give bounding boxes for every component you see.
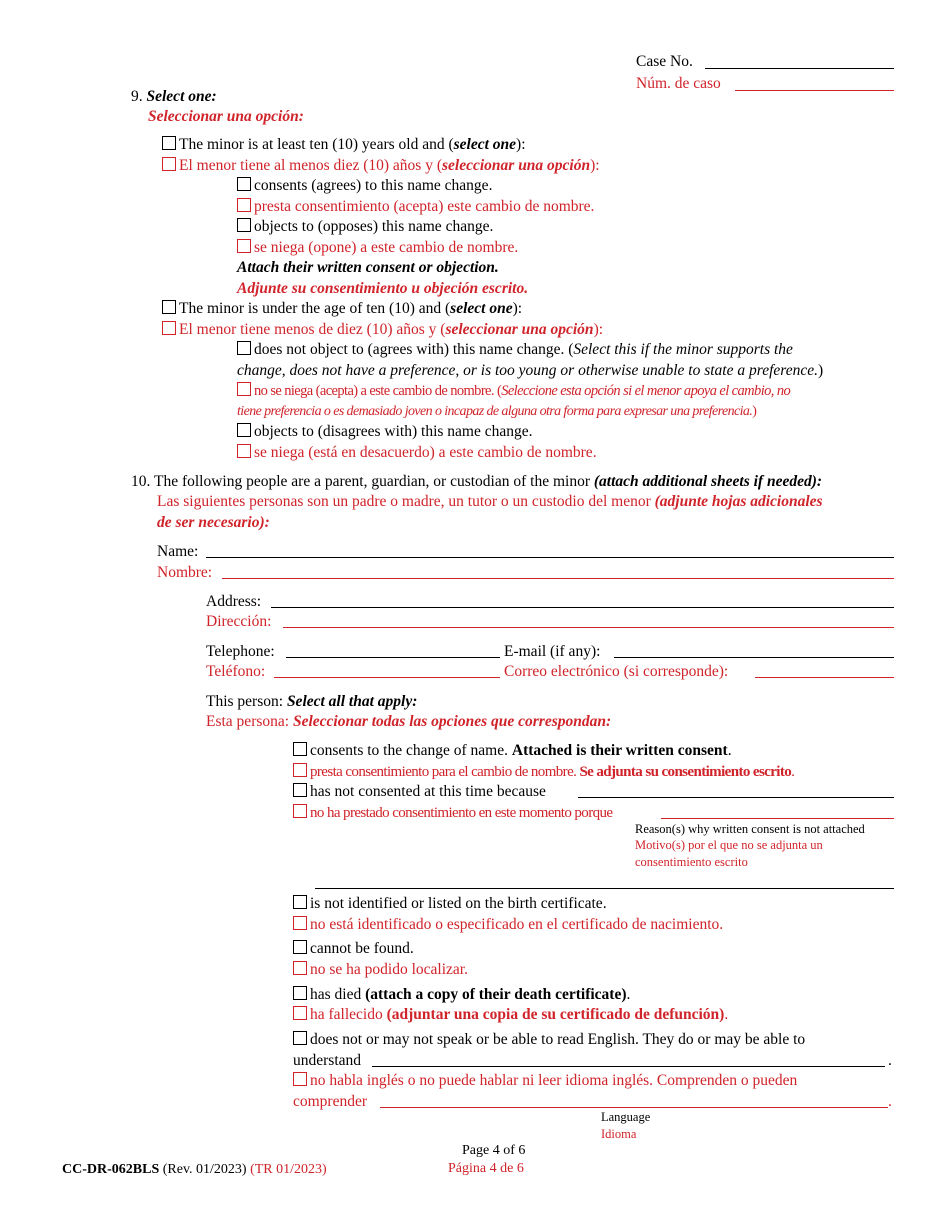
q9-objects-checkbox-es[interactable] bbox=[237, 239, 251, 253]
q9-disagrees-checkbox-es[interactable] bbox=[237, 444, 251, 458]
english-understand-label-es: comprender bbox=[293, 1093, 368, 1110]
this-person-label-es: Esta persona: Seleccionar todas las opciones que correspondan: bbox=[206, 713, 612, 730]
case-no-label: Case No. bbox=[636, 53, 693, 70]
not-listed-checkbox-es[interactable] bbox=[293, 916, 307, 930]
died-checkbox-es[interactable] bbox=[293, 1006, 307, 1020]
address-label: Address: bbox=[206, 593, 262, 610]
q9-attach-note: Attach their written consent or objection. bbox=[237, 259, 499, 276]
q9-opt1-consents: consents (agrees) to this name change. bbox=[237, 176, 492, 196]
page-number-es: Página 4 de 6 bbox=[448, 1161, 524, 1176]
q9-no-object-cont: change, does not have a preference, or is too young or otherwise unable to state a preference.) bbox=[237, 362, 824, 379]
not-found-option-es: no se ha podido localizar. bbox=[293, 960, 468, 980]
not-listed-option-es: no está identificado o especificado en el certificado de nacimiento. bbox=[293, 915, 723, 935]
english-option-es: no habla inglés o no puede hablar ni leer idioma inglés. Comprenden o pueden bbox=[293, 1071, 797, 1091]
name-field[interactable] bbox=[206, 557, 894, 558]
not-consented-checkbox-es[interactable] bbox=[293, 804, 307, 818]
q9-title-es: Seleccionar una opción: bbox=[148, 108, 304, 125]
q9-opt2-objects: objects to (disagrees with) this name change. bbox=[237, 422, 533, 442]
not-found-checkbox[interactable] bbox=[293, 940, 307, 954]
english-checkbox-es[interactable] bbox=[293, 1072, 307, 1086]
q9-no-object-checkbox-es[interactable] bbox=[237, 382, 251, 396]
telephone-line-es bbox=[274, 677, 500, 678]
not-found-checkbox-es[interactable] bbox=[293, 961, 307, 975]
q9-consents-checkbox-es[interactable] bbox=[237, 198, 251, 212]
q9-opt2-checkbox[interactable] bbox=[162, 300, 176, 314]
name-label: Name: bbox=[157, 543, 199, 560]
telephone-label: Telephone: bbox=[206, 643, 275, 660]
died-option: has died (attach a copy of their death certificate). bbox=[293, 985, 630, 1005]
q10-intro-es: Las siguientes personas son un padre o madre, un tutor o un custodio del menor (adjunte hojas adicionales bbox=[157, 493, 823, 510]
q9-opt1-objects-es: se niega (opone) a este cambio de nombre. bbox=[237, 238, 518, 258]
not-consented-reason-field[interactable] bbox=[578, 797, 894, 798]
q9-number: 9. bbox=[131, 88, 143, 105]
q9-opt1-checkbox-es[interactable] bbox=[162, 157, 176, 171]
consents-option-es: presta consentimiento para el cambio de nombre. Se adjunta su consentimiento escrito. bbox=[293, 762, 794, 782]
this-person-label: This person: Select all that apply: bbox=[206, 693, 418, 710]
q10-number: 10. bbox=[131, 473, 151, 490]
q9-objects-checkbox[interactable] bbox=[237, 218, 251, 232]
died-checkbox[interactable] bbox=[293, 986, 307, 1000]
consents-option: consents to the change of name. Attached is their written consent. bbox=[293, 741, 732, 761]
q9-consents-checkbox[interactable] bbox=[237, 177, 251, 191]
not-consented-option-es: no ha prestado consentimiento en este momento porque bbox=[293, 803, 612, 823]
q9-attach-note-es: Adjunte su consentimiento u objeción escrito. bbox=[237, 280, 529, 297]
language-caption-es: Idioma bbox=[601, 1127, 637, 1141]
q9-no-object-es: no se niega (acepta) a este cambio de nombre. (Seleccione esta opción si el menor apoya el cambio, no bbox=[237, 381, 790, 401]
q9-opt1-objects: objects to (opposes) this name change. bbox=[237, 217, 493, 237]
not-consented-option: has not consented at this time because bbox=[293, 782, 546, 802]
not-consented-checkbox[interactable] bbox=[293, 783, 307, 797]
q9-heading bbox=[131, 87, 217, 107]
q9-no-object: does not object to (agrees with) this name change. (Select this if the minor supports the bbox=[237, 340, 793, 360]
language-field[interactable] bbox=[372, 1066, 885, 1067]
email-line-es bbox=[755, 677, 894, 678]
q9-no-object-es-cont: tiene preferencia o es demasiado joven o incapaz de alguna otra forma para expresar una preferencia.) bbox=[237, 404, 757, 419]
not-consented-line-es bbox=[661, 818, 894, 819]
q9-opt2-checkbox-es[interactable] bbox=[162, 321, 176, 335]
q9-no-object-checkbox[interactable] bbox=[237, 341, 251, 355]
case-no-line-es bbox=[735, 90, 894, 91]
reason-caption-es-1: Motivo(s) por el que no se adjunta un bbox=[635, 838, 823, 852]
not-listed-checkbox[interactable] bbox=[293, 895, 307, 909]
reason-caption: Reason(s) why written consent is not attached bbox=[635, 822, 865, 836]
email-field[interactable] bbox=[614, 657, 894, 658]
q9-opt1: The minor is at least ten (10) years old and (select one): bbox=[162, 135, 526, 155]
name-label-es: Nombre: bbox=[157, 564, 213, 581]
page-number: Page 4 of 6 bbox=[462, 1143, 526, 1158]
consents-checkbox[interactable] bbox=[293, 742, 307, 756]
english-end: . bbox=[888, 1052, 892, 1069]
q9-opt2: The minor is under the age of ten (10) and (select one): bbox=[162, 299, 522, 319]
q9-opt1-es: El menor tiene al menos diez (10) años y (seleccionar una opción): bbox=[162, 156, 600, 176]
not-listed-option: is not identified or listed on the birth certificate. bbox=[293, 894, 607, 914]
case-no-field[interactable] bbox=[705, 68, 894, 69]
q9-opt2-objects-es: se niega (está en desacuerdo) a este cambio de nombre. bbox=[237, 443, 597, 463]
email-label: E-mail (if any): bbox=[504, 643, 601, 660]
q9-opt1-checkbox[interactable] bbox=[162, 136, 176, 150]
telephone-label-es: Teléfono: bbox=[206, 663, 266, 680]
english-checkbox[interactable] bbox=[293, 1031, 307, 1045]
case-no-label-es: Núm. de caso bbox=[636, 75, 721, 92]
consents-checkbox-es[interactable] bbox=[293, 763, 307, 777]
address-line-es bbox=[283, 627, 894, 628]
language-caption: Language bbox=[601, 1110, 651, 1124]
email-label-es: Correo electrónico (si corresponde): bbox=[504, 663, 729, 680]
q9-disagrees-checkbox[interactable] bbox=[237, 423, 251, 437]
q10-intro: 10. The following people are a parent, guardian, or custodian of the minor (attach additional sheets if needed): bbox=[131, 473, 823, 490]
reason-second-line[interactable] bbox=[315, 888, 894, 889]
english-option: does not or may not speak or be able to read English. They do or may be able to bbox=[293, 1030, 805, 1050]
telephone-field[interactable] bbox=[286, 657, 500, 658]
q10-intro-es-cont: de ser necesario): bbox=[157, 514, 270, 531]
english-understand-label: understand bbox=[293, 1052, 362, 1069]
form-id: CC-DR-062BLS (Rev. 01/2023) (TR 01/2023) bbox=[62, 1162, 327, 1177]
address-label-es: Dirección: bbox=[206, 613, 272, 630]
address-field[interactable] bbox=[271, 607, 894, 608]
name-line-es bbox=[222, 578, 894, 579]
q9-opt2-es: El menor tiene menos de diez (10) años y (seleccionar una opción): bbox=[162, 320, 603, 340]
died-option-es: ha fallecido (adjuntar una copia de su certificado de defunción). bbox=[293, 1005, 728, 1025]
q9-opt1-consents-es: presta consentimiento (acepta) este cambio de nombre. bbox=[237, 197, 594, 217]
not-found-option: cannot be found. bbox=[293, 939, 414, 959]
q9-title: Select one: bbox=[146, 88, 217, 105]
language-line-es bbox=[380, 1107, 888, 1108]
reason-caption-es-2: consentimiento escrito bbox=[635, 855, 748, 869]
english-end-es: . bbox=[888, 1093, 892, 1110]
